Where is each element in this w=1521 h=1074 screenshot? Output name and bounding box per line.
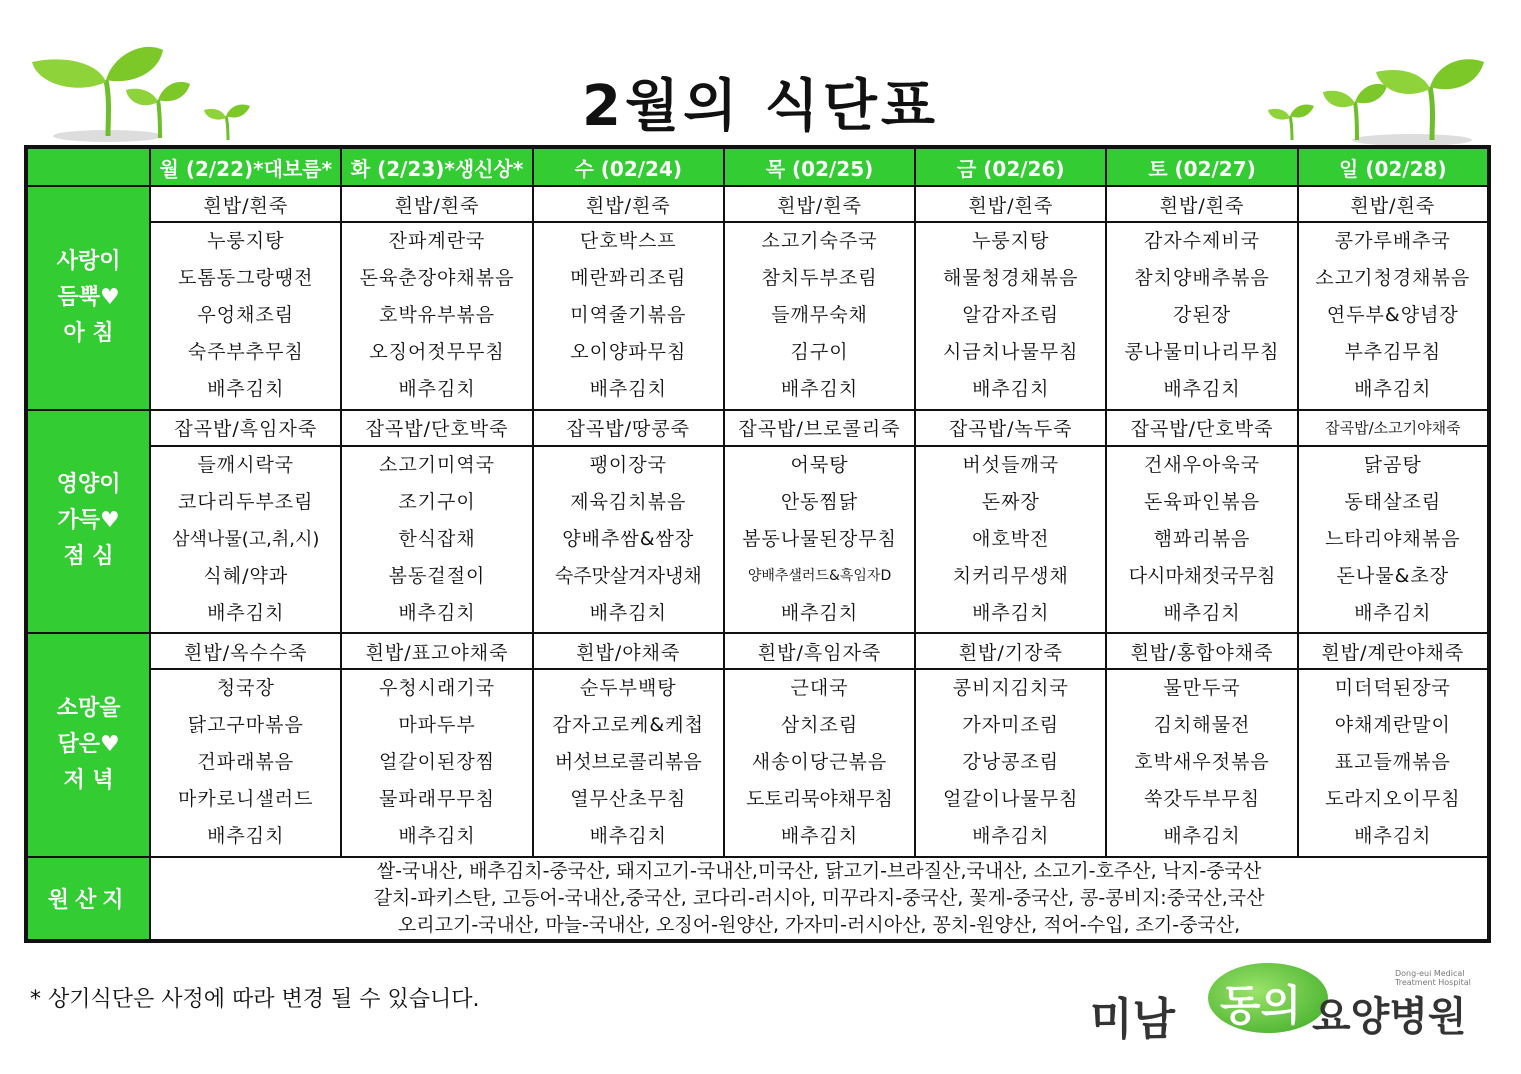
dish-item: 한식잡채 bbox=[398, 527, 476, 550]
dish-item: 호박유부볶음 bbox=[378, 304, 496, 326]
dish-item: 버섯들깨국 bbox=[962, 453, 1060, 476]
lunch-dishes-sat bbox=[1106, 446, 1297, 634]
dish-item: 마카로니샐러드 bbox=[178, 788, 314, 811]
dish-item: 배추김치 bbox=[780, 825, 859, 848]
dish-item: 배추김치 bbox=[207, 601, 285, 624]
lunch-porridge-sun: 잡곡밥/소고기야채죽 bbox=[1298, 410, 1489, 446]
dish-item: 배추김치 bbox=[1163, 825, 1241, 848]
breakfast-porridge-mon: 흰밥/흰죽 bbox=[150, 186, 341, 222]
day-header-wed: 수 (02/24) bbox=[533, 147, 724, 186]
dish-item: 참치양배추볶음 bbox=[1134, 267, 1270, 289]
dinner-porridge-thu: 흰밥/흑임자죽 bbox=[724, 633, 915, 669]
dish-item: 야채계란말이 bbox=[1334, 714, 1451, 737]
dish-item: 콩비지김치국 bbox=[952, 677, 1069, 700]
dish-item: 잔파계란국 bbox=[388, 230, 486, 252]
breakfast-dishes-mon bbox=[150, 222, 341, 410]
lunch-porridge-mon: 잡곡밥/흑임자죽 bbox=[150, 410, 341, 446]
dish-item: 시금치나물무침 bbox=[943, 341, 1079, 363]
dinner-dishes-wed bbox=[533, 669, 724, 857]
menu-table bbox=[24, 145, 1491, 943]
dish-item: 가자미조림 bbox=[962, 714, 1060, 737]
dish-item: 배추김치 bbox=[589, 378, 667, 400]
dish-item: 닭곰탕 bbox=[1363, 453, 1422, 476]
dish-item: 돈짜장 bbox=[981, 490, 1040, 513]
origin-row bbox=[26, 857, 1489, 941]
dish-item: 배추김치 bbox=[972, 825, 1050, 848]
dish-item: 숙주부추무침 bbox=[187, 341, 304, 363]
breakfast-porridge-thu: 흰밥/흰죽 bbox=[724, 186, 915, 222]
lunch-label bbox=[26, 410, 150, 634]
dinner-dishes-sat bbox=[1106, 669, 1297, 857]
dish-item: 조기구이 bbox=[398, 490, 476, 513]
hospital-logo bbox=[1090, 955, 1490, 1045]
dinner-dishes-sun bbox=[1298, 669, 1489, 857]
dish-item: 돈육파인볶음 bbox=[1143, 490, 1261, 513]
logo-text-part1: 미남 bbox=[1090, 994, 1176, 1045]
breakfast-dishes-thu bbox=[724, 222, 915, 410]
dish-item: 들깨시락국 bbox=[197, 453, 295, 476]
dish-item: 돈육춘장야채볶음 bbox=[359, 267, 515, 289]
breakfast-label-line: 듬뿍♥ bbox=[57, 284, 120, 310]
page-title: 2월의 식단표 bbox=[582, 74, 939, 139]
dinner-porridge-mon: 흰밥/옥수수죽 bbox=[150, 633, 341, 669]
lunch-label-line: 점 심 bbox=[63, 544, 114, 570]
dish-item: 삼색나물(고,취,시) bbox=[172, 528, 320, 550]
origin-label: 원산지 bbox=[26, 857, 150, 941]
dish-item: 햄꽈리볶음 bbox=[1153, 527, 1251, 550]
dish-item: 마파두부 bbox=[398, 714, 476, 737]
dish-item: 치커리무생채 bbox=[952, 564, 1069, 587]
dish-item: 얼갈이된장찜 bbox=[378, 751, 496, 774]
lunch-dishes-mon bbox=[150, 446, 341, 634]
dish-item: 새송이당근볶음 bbox=[751, 751, 888, 774]
dish-item: 제육김치볶음 bbox=[570, 490, 687, 513]
dish-item: 메란꽈리조림 bbox=[570, 267, 687, 289]
dinner-label-line: 담은♥ bbox=[57, 731, 120, 757]
breakfast-porridge-sat: 흰밥/흰죽 bbox=[1106, 186, 1297, 222]
dish-item: 배추김치 bbox=[589, 601, 667, 624]
dish-item: 배추김치 bbox=[207, 378, 285, 400]
lunch-dishes-tue bbox=[341, 446, 532, 634]
day-header-sat: 토 (02/27) bbox=[1106, 147, 1297, 186]
dish-item: 건파래볶음 bbox=[197, 751, 295, 774]
dish-item: 봄동나물된장무침 bbox=[742, 527, 897, 550]
dish-item: 팽이장국 bbox=[589, 453, 667, 476]
dinner-dishes-fri bbox=[915, 669, 1106, 857]
dish-item: 표고들깨볶음 bbox=[1334, 751, 1451, 774]
dish-item: 해물청경채볶음 bbox=[943, 267, 1079, 289]
dish-item: 오이양파무침 bbox=[570, 341, 687, 363]
logo-english bbox=[1395, 969, 1471, 987]
dish-item: 우청시래기국 bbox=[378, 677, 496, 700]
lunch-porridge-wed: 잡곡밥/땅콩죽 bbox=[533, 410, 724, 446]
dish-item: 누룽지탕 bbox=[207, 230, 285, 252]
origin-text bbox=[150, 857, 1489, 941]
dinner-label-line: 소망을 bbox=[56, 695, 121, 721]
breakfast-dishes-sun bbox=[1298, 222, 1489, 410]
dish-item: 근대국 bbox=[790, 677, 849, 700]
dish-item: 돈나물&초장 bbox=[1336, 564, 1450, 587]
dish-item: 감자고로케&케첩 bbox=[552, 714, 704, 737]
logo-english-line: Treatment Hospital bbox=[1395, 978, 1471, 987]
dinner-label-line: 저 녁 bbox=[63, 767, 114, 793]
dish-item: 도톰동그랑땡전 bbox=[178, 267, 314, 289]
dish-item: 미더덕된장국 bbox=[1334, 677, 1451, 700]
day-header-tue: 화 (2/23)*생신상* bbox=[341, 147, 532, 186]
dish-item: 양배추쌈&쌈장 bbox=[562, 527, 695, 550]
dish-item: 순두부백탕 bbox=[579, 677, 677, 700]
dish-item: 누룽지탕 bbox=[972, 230, 1050, 252]
lunch-porridge-row bbox=[26, 410, 1489, 446]
dish-item: 코다리두부조림 bbox=[178, 490, 314, 513]
change-notice: * 상기식단은 사정에 따라 변경 될 수 있습니다. bbox=[30, 987, 480, 1012]
day-header-fri: 금 (02/26) bbox=[915, 147, 1106, 186]
breakfast-label bbox=[26, 186, 150, 410]
dinner-porridge-sun: 흰밥/계란야채죽 bbox=[1298, 633, 1489, 669]
lunch-label-line: 가득♥ bbox=[57, 508, 120, 534]
dish-item: 배추김치 bbox=[398, 825, 476, 848]
lunch-dishes-fri bbox=[915, 446, 1106, 634]
dish-item: 도토리묵야채무침 bbox=[746, 788, 893, 811]
dish-item: 열무산초무침 bbox=[570, 788, 687, 811]
dish-item: 배추김치 bbox=[207, 825, 285, 848]
dish-item: 배추김치 bbox=[972, 378, 1050, 400]
dish-item: 느타리야채볶음 bbox=[1325, 527, 1461, 550]
breakfast-porridge-tue: 흰밥/흰죽 bbox=[341, 186, 532, 222]
lunch-dishes-sun bbox=[1298, 446, 1489, 634]
breakfast-dishes-tue bbox=[341, 222, 532, 410]
dish-item: 오징어젓무무침 bbox=[369, 341, 505, 363]
dinner-dishes-row bbox=[26, 669, 1489, 857]
dish-item: 물만두국 bbox=[1163, 677, 1241, 700]
day-header-sun: 일 (02/28) bbox=[1298, 147, 1489, 186]
dish-item: 다시마채젓국무침 bbox=[1128, 564, 1276, 587]
dinner-porridge-fri: 흰밥/기장죽 bbox=[915, 633, 1106, 669]
lunch-dishes-row bbox=[26, 446, 1489, 634]
dinner-porridge-row bbox=[26, 633, 1489, 669]
lunch-label-line: 영양이 bbox=[56, 472, 121, 498]
dinner-dishes-tue bbox=[341, 669, 532, 857]
dish-item: 배추김치 bbox=[972, 601, 1050, 624]
dish-item: 강된장 bbox=[1173, 304, 1232, 326]
dish-item: 숙주맛살겨자냉채 bbox=[554, 564, 702, 587]
dish-item: 배추김치 bbox=[1354, 601, 1432, 624]
breakfast-dishes-row bbox=[26, 222, 1489, 410]
dish-item: 어묵탕 bbox=[790, 453, 849, 476]
dish-item: 쑥갓두부무침 bbox=[1143, 788, 1261, 811]
breakfast-dishes-fri bbox=[915, 222, 1106, 410]
breakfast-dishes-wed bbox=[533, 222, 724, 410]
lunch-porridge-tue: 잡곡밥/단호박죽 bbox=[341, 410, 532, 446]
origin-line: 갈치-파키스탄, 고등어-국내산,중국산, 코다리-러시아, 미꾸라지-중국산, 꽃게-중국산, 콩-콩비지:중국산,국산 bbox=[373, 886, 1265, 909]
dish-item: 소고기숙주국 bbox=[761, 230, 878, 252]
dish-item: 닭고구마볶음 bbox=[187, 714, 304, 737]
lunch-porridge-fri: 잡곡밥/녹두죽 bbox=[915, 410, 1106, 446]
dinner-label bbox=[26, 633, 150, 857]
dish-item: 김치해물전 bbox=[1153, 714, 1251, 737]
dish-item: 배추김치 bbox=[780, 601, 859, 624]
origin-line: 오리고기-국내산, 마늘-국내산, 오징어-원양산, 가자미-러시아산, 꽁치-원양산, 적어-수입, 조기-중국산, bbox=[397, 913, 1241, 936]
dish-item: 배추김치 bbox=[1354, 378, 1432, 400]
breakfast-porridge-row bbox=[26, 186, 1489, 222]
logo-text-part3: 요양병원 bbox=[1312, 993, 1467, 1040]
dish-item: 청국장 bbox=[216, 677, 275, 700]
dinner-porridge-sat: 흰밥/홍합야채죽 bbox=[1106, 633, 1297, 669]
dish-item: 소고기청경채볶음 bbox=[1315, 267, 1471, 289]
lunch-porridge-thu: 잡곡밥/브로콜리죽 bbox=[724, 410, 915, 446]
dish-item: 배추김치 bbox=[1163, 601, 1241, 624]
dish-item: 식혜/약과 bbox=[203, 564, 289, 587]
day-header-mon: 월 (2/22)*대보름* bbox=[150, 147, 341, 186]
dish-item: 들깨무숙채 bbox=[771, 304, 868, 326]
dish-item: 알감자조림 bbox=[962, 304, 1060, 326]
day-header-thu: 목 (02/25) bbox=[724, 147, 915, 186]
dish-item: 단호박스프 bbox=[579, 230, 677, 252]
dish-item: 배추김치 bbox=[398, 378, 476, 400]
breakfast-porridge-sun: 흰밥/흰죽 bbox=[1298, 186, 1489, 222]
dish-item: 양배추샐러드&흑임자D bbox=[747, 567, 892, 584]
dish-item: 소고기미역국 bbox=[378, 453, 496, 476]
dish-item: 안동찜닭 bbox=[780, 490, 859, 513]
dish-item: 배추김치 bbox=[1354, 825, 1432, 848]
dish-item: 참치두부조림 bbox=[761, 267, 878, 289]
day-header-row bbox=[26, 147, 1489, 186]
dish-item: 감자수제비국 bbox=[1143, 230, 1261, 252]
lunch-dishes-wed bbox=[533, 446, 724, 634]
dish-item: 배추김치 bbox=[1163, 378, 1241, 400]
dish-item: 강낭콩조림 bbox=[962, 751, 1060, 774]
breakfast-porridge-wed: 흰밥/흰죽 bbox=[533, 186, 724, 222]
dinner-dishes-thu bbox=[724, 669, 915, 857]
dish-item: 애호박전 bbox=[972, 527, 1050, 550]
logo-english-line: Dong-eui Medical bbox=[1395, 969, 1465, 978]
lunch-porridge-sat: 잡곡밥/단호박죽 bbox=[1106, 410, 1297, 446]
dish-item: 연두부&양념장 bbox=[1326, 304, 1459, 326]
dinner-porridge-wed: 흰밥/야채죽 bbox=[533, 633, 724, 669]
dish-item: 김구이 bbox=[790, 341, 849, 363]
dish-item: 배추김치 bbox=[589, 825, 667, 848]
dish-item: 콩나물미나리무침 bbox=[1124, 341, 1280, 363]
dish-item: 봄동겉절이 bbox=[388, 564, 486, 587]
breakfast-label-line: 사랑이 bbox=[56, 248, 121, 274]
logo-text-part2: 동의 bbox=[1220, 981, 1302, 1030]
breakfast-label-line: 아 침 bbox=[63, 320, 114, 346]
lunch-dishes-thu bbox=[724, 446, 915, 634]
origin-line: 쌀-국내산, 배추김치-중국산, 돼지고기-국내산,미국산, 닭고기-브라질산,국내산, 소고기-호주산, 낙지-중국산 bbox=[376, 859, 1262, 882]
dish-item: 미역줄기볶음 bbox=[570, 304, 687, 326]
dish-item: 물파래무무침 bbox=[378, 788, 496, 811]
dish-item: 부추김무침 bbox=[1344, 341, 1442, 363]
breakfast-dishes-sat bbox=[1106, 222, 1297, 410]
dish-item: 동태살조림 bbox=[1344, 490, 1442, 513]
dish-item: 우엉채조림 bbox=[197, 304, 295, 326]
dish-item: 도라지오이무침 bbox=[1325, 788, 1461, 811]
dish-item: 배추김치 bbox=[398, 601, 476, 624]
dish-item: 얼갈이나물무침 bbox=[943, 788, 1079, 811]
corner-cell bbox=[26, 147, 150, 186]
dish-item: 호박새우젓볶음 bbox=[1134, 751, 1270, 774]
dish-item: 삼치조림 bbox=[780, 714, 859, 737]
dish-item: 건새우아욱국 bbox=[1143, 453, 1261, 476]
dish-item: 콩가루배추국 bbox=[1334, 230, 1451, 252]
dish-item: 배추김치 bbox=[780, 378, 859, 400]
dish-item: 버섯브로콜리볶음 bbox=[554, 751, 702, 774]
dinner-porridge-tue: 흰밥/표고야채죽 bbox=[341, 633, 532, 669]
dinner-dishes-mon bbox=[150, 669, 341, 857]
breakfast-porridge-fri: 흰밥/흰죽 bbox=[915, 186, 1106, 222]
